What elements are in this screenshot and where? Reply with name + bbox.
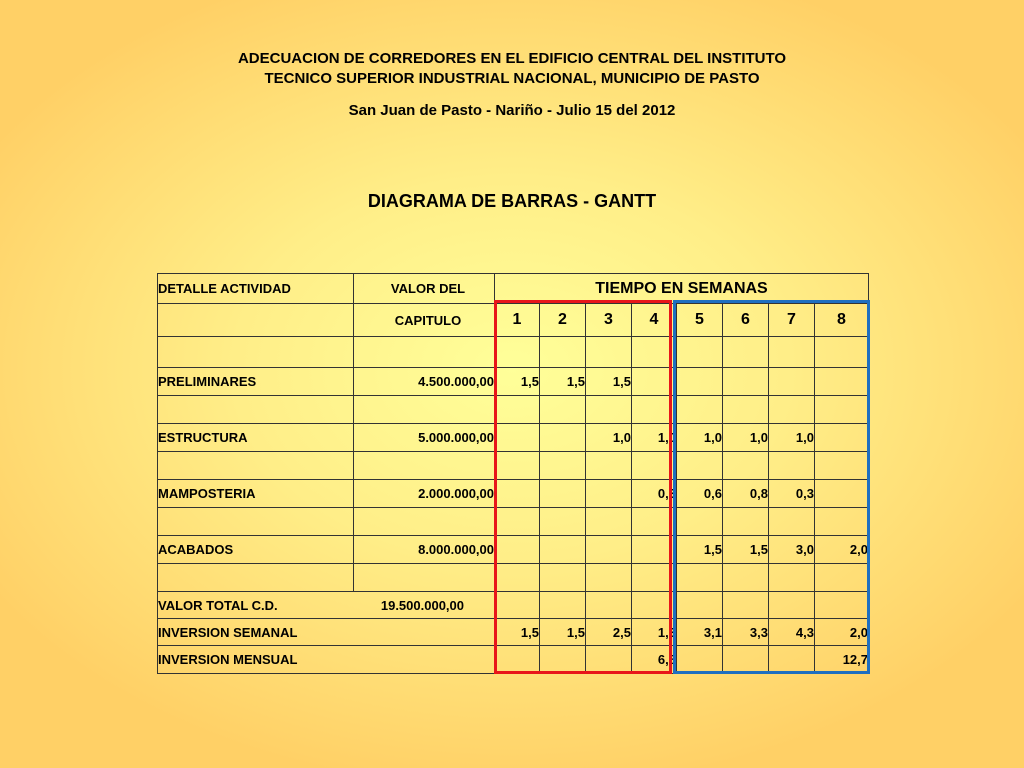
gantt-bar-row xyxy=(158,508,869,536)
weekly-amount-cell: 1,0 xyxy=(632,424,677,452)
empty-cell xyxy=(540,592,586,619)
weekly-investment-value: 1,5 xyxy=(495,619,540,646)
weekly-investment-value: 1,3 xyxy=(632,619,677,646)
week-header: 1 xyxy=(495,304,540,337)
total-value: 19.500.000,00 xyxy=(380,598,464,613)
gantt-bar-green xyxy=(769,564,815,592)
project-title-line-1: ADECUACION DE CORREDORES EN EL EDIFICIO CENTRAL DEL INSTITUTO xyxy=(237,50,787,67)
empty-cell xyxy=(158,396,354,424)
empty-cell xyxy=(495,564,540,592)
empty-cell xyxy=(540,564,586,592)
monthly-investment-row xyxy=(158,646,869,674)
empty-cell xyxy=(540,536,586,564)
header-activity-blank xyxy=(158,304,354,337)
header-value-line-2: CAPITULO xyxy=(354,304,495,337)
activity-row xyxy=(158,480,869,508)
weekly-amount-cell: 0,6 xyxy=(677,480,723,508)
weekly-amount-cell: 0,3 xyxy=(769,480,815,508)
weekly-amount-cell: 1,5 xyxy=(723,536,769,564)
empty-cell xyxy=(815,452,869,480)
weekly-amount-cell: 1,0 xyxy=(586,424,632,452)
weekly-investment-value: 3,1 xyxy=(677,619,723,646)
gantt-bar-green xyxy=(632,452,677,480)
weekly-investment-label: INVERSION SEMANAL xyxy=(158,619,495,646)
empty-cell xyxy=(495,480,540,508)
monthly-investment-value: 6,8 xyxy=(632,646,677,674)
place-date: San Juan de Pasto - Nariño - Julio 15 del 2012 xyxy=(348,102,676,119)
activity-row xyxy=(158,424,869,452)
activity-value: 5.000.000,00 xyxy=(354,424,495,452)
week-header: 4 xyxy=(632,304,677,337)
weekly-investment-value: 1,5 xyxy=(540,619,586,646)
empty-cell xyxy=(632,592,677,619)
week-header: 2 xyxy=(540,304,586,337)
empty-cell xyxy=(586,646,632,674)
gantt-bar-green xyxy=(540,396,586,424)
total-cell xyxy=(158,592,495,619)
weekly-investment-value: 3,3 xyxy=(723,619,769,646)
gantt-bar-red xyxy=(586,452,632,480)
empty-cell xyxy=(586,564,632,592)
week-header: 5 xyxy=(677,304,723,337)
empty-cell xyxy=(354,337,495,368)
empty-cell xyxy=(677,592,723,619)
header-value-line-1: VALOR DEL xyxy=(354,274,495,304)
activity-value: 8.000.000,00 xyxy=(354,536,495,564)
weekly-amount-cell: 2,0 xyxy=(815,536,869,564)
empty-cell xyxy=(586,592,632,619)
empty-cell xyxy=(495,646,540,674)
weekly-amount-cell: 1,5 xyxy=(677,536,723,564)
empty-cell xyxy=(540,480,586,508)
weekly-amount-cell: 1,0 xyxy=(677,424,723,452)
gantt-bar-row xyxy=(158,396,869,424)
activity-name: PRELIMINARES xyxy=(158,368,354,396)
empty-cell xyxy=(815,424,869,452)
empty-cell xyxy=(586,337,632,368)
empty-cell xyxy=(632,536,677,564)
empty-cell xyxy=(158,564,354,592)
empty-cell xyxy=(495,337,540,368)
header-activity: DETALLE ACTIVIDAD xyxy=(158,274,354,304)
total-row xyxy=(158,592,869,619)
activity-name: MAMPOSTERIA xyxy=(158,480,354,508)
weekly-amount-cell: 1,0 xyxy=(723,424,769,452)
week-header: 7 xyxy=(769,304,815,337)
empty-cell xyxy=(354,508,495,536)
week-header: 3 xyxy=(586,304,632,337)
weekly-amount-cell: 3,0 xyxy=(769,536,815,564)
empty-cell xyxy=(723,337,769,368)
empty-cell xyxy=(815,368,869,396)
weekly-amount-cell: 1,5 xyxy=(540,368,586,396)
empty-cell xyxy=(769,396,815,424)
empty-cell xyxy=(815,396,869,424)
spacer-row xyxy=(158,337,869,368)
empty-cell xyxy=(815,480,869,508)
weekly-investment-value: 2,0 xyxy=(815,619,869,646)
gantt-bar-row xyxy=(158,564,869,592)
week-header: 6 xyxy=(723,304,769,337)
empty-cell xyxy=(540,337,586,368)
project-title-line-2: TECNICO SUPERIOR INDUSTRIAL NACIONAL, MUNICIPIO DE PASTO xyxy=(264,70,760,87)
gantt-bar-green xyxy=(723,564,769,592)
weekly-amount-cell: 0,3 xyxy=(632,480,677,508)
empty-cell xyxy=(677,396,723,424)
gantt-bar-row xyxy=(158,452,869,480)
empty-cell xyxy=(815,592,869,619)
empty-cell xyxy=(723,396,769,424)
weekly-amount-cell: 1,5 xyxy=(495,368,540,396)
gantt-bar-green xyxy=(723,452,769,480)
empty-cell xyxy=(158,508,354,536)
weekly-amount-cell: 1,5 xyxy=(586,368,632,396)
empty-cell xyxy=(354,452,495,480)
gantt-bar-green xyxy=(677,564,723,592)
gantt-bar-green xyxy=(495,396,540,424)
gantt-bar-green xyxy=(677,508,723,536)
empty-cell xyxy=(769,592,815,619)
gantt-bar-green xyxy=(769,508,815,536)
empty-cell xyxy=(769,368,815,396)
gantt-bar-green xyxy=(769,452,815,480)
gantt-table xyxy=(157,273,869,674)
empty-cell xyxy=(632,564,677,592)
gantt-bar-green xyxy=(586,396,632,424)
weekly-investment-row xyxy=(158,619,869,646)
activity-name: ESTRUCTURA xyxy=(158,424,354,452)
empty-cell xyxy=(495,452,540,480)
empty-cell xyxy=(158,337,354,368)
empty-cell xyxy=(158,452,354,480)
gantt-bar-red xyxy=(586,508,632,536)
empty-cell xyxy=(632,337,677,368)
empty-cell xyxy=(677,368,723,396)
week-header: 8 xyxy=(815,304,869,337)
empty-cell xyxy=(723,646,769,674)
weekly-investment-value: 4,3 xyxy=(769,619,815,646)
empty-cell xyxy=(677,337,723,368)
chart-title: DIAGRAMA DE BARRAS - GANTT xyxy=(367,191,657,211)
monthly-investment-label: INVERSION MENSUAL xyxy=(158,646,495,674)
empty-cell xyxy=(540,452,586,480)
gantt-bar-green xyxy=(723,508,769,536)
activity-name: ACABADOS xyxy=(158,536,354,564)
monthly-investment-value: 12,7 xyxy=(815,646,869,674)
weekly-amount-cell: 0,8 xyxy=(723,480,769,508)
empty-cell xyxy=(677,646,723,674)
gantt-bar-green xyxy=(632,508,677,536)
empty-cell xyxy=(354,396,495,424)
empty-cell xyxy=(495,508,540,536)
gantt-bar-red xyxy=(632,396,677,424)
activity-value: 4.500.000,00 xyxy=(354,368,495,396)
header-time-weeks: TIEMPO EN SEMANAS xyxy=(495,274,869,304)
activity-row xyxy=(158,368,869,396)
gantt-bar-green xyxy=(677,452,723,480)
project-title xyxy=(0,49,1024,89)
weekly-amount-cell: 1,0 xyxy=(769,424,815,452)
empty-cell xyxy=(540,646,586,674)
empty-cell xyxy=(540,424,586,452)
empty-cell xyxy=(495,536,540,564)
activity-value: 2.000.000,00 xyxy=(354,480,495,508)
empty-cell xyxy=(540,508,586,536)
empty-cell xyxy=(354,564,495,592)
empty-cell xyxy=(723,592,769,619)
total-label: VALOR TOTAL C.D. xyxy=(158,597,278,613)
empty-cell xyxy=(586,480,632,508)
empty-cell xyxy=(769,646,815,674)
empty-cell xyxy=(495,592,540,619)
weekly-investment-value: 2,5 xyxy=(586,619,632,646)
gantt-bar-red xyxy=(815,508,869,536)
gantt-bar-green xyxy=(815,564,869,592)
empty-cell xyxy=(495,424,540,452)
activity-row xyxy=(158,536,869,564)
empty-cell xyxy=(769,337,815,368)
empty-cell xyxy=(815,337,869,368)
empty-cell xyxy=(632,368,677,396)
empty-cell xyxy=(586,536,632,564)
empty-cell xyxy=(723,368,769,396)
